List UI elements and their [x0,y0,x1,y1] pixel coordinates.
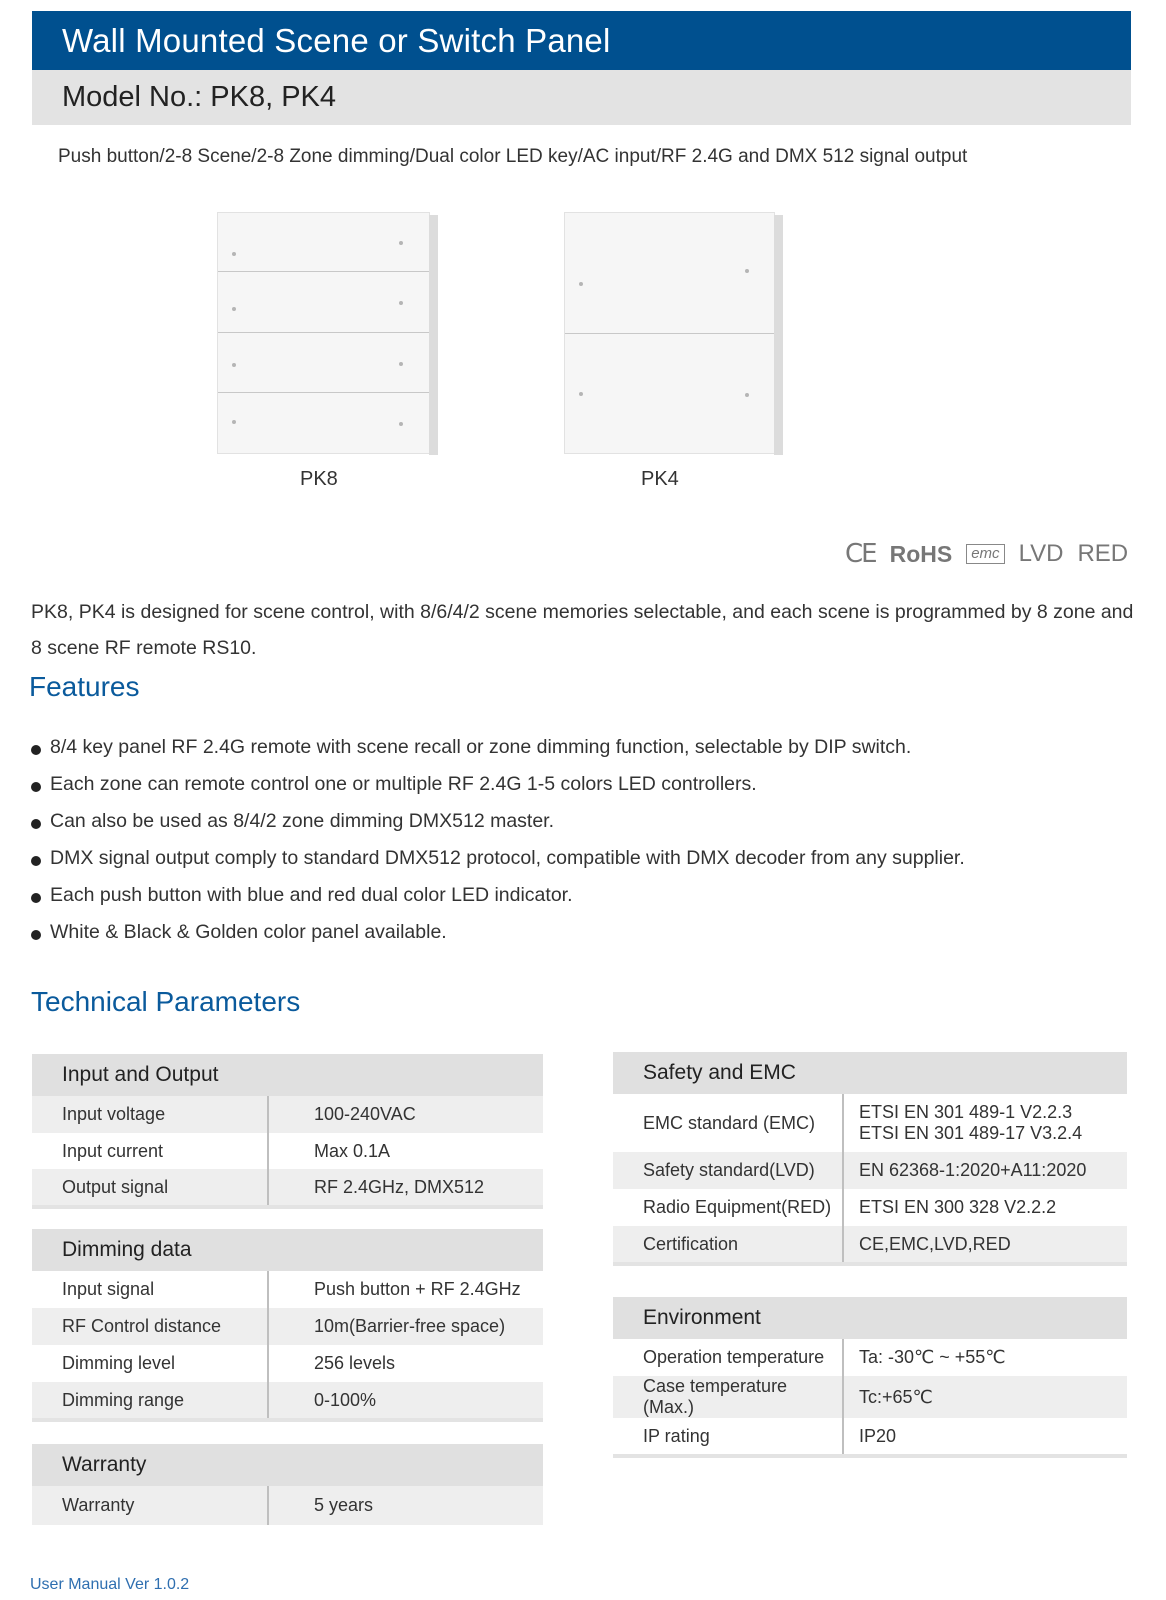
led-dot [579,282,583,286]
page-title: Wall Mounted Scene or Switch Panel [62,22,611,59]
warranty-table [32,1444,543,1525]
table-heading: Safety and EMC [613,1052,1127,1094]
title-bar [32,11,1131,70]
pk8-panel-image [217,212,430,454]
features-list [31,736,965,958]
led-dot [399,362,403,366]
led-dot [745,393,749,397]
table-row: Case temperature (Max.) Tc:+65℃ [613,1376,1127,1418]
ce-mark-icon: CE [845,539,876,569]
feature-item: Each zone can remote control one or multiple RF 2.4G 1-5 colors LED controllers. [31,773,965,810]
led-dot [232,363,236,367]
table-row: Input signal Push button + RF 2.4GHz [32,1271,543,1308]
table-heading: Dimming data [32,1229,543,1271]
technical-parameters-heading: Technical Parameters [31,986,301,1017]
table-row: Input voltage 100-240VAC [32,1096,543,1133]
led-dot [399,422,403,426]
table-row: Input current Max 0.1A [32,1133,543,1169]
subtitle: Push button/2-8 Scene/2-8 Zone dimming/Dual color LED key/AC input/RF 2.4G and DMX 512 signal output [58,146,968,167]
led-dot [232,420,236,424]
table-row: Operation temperature Ta: -30℃ ~ +55℃ [613,1339,1127,1376]
certification-logos [845,538,1128,570]
lvd-logo: LVD [1018,540,1064,567]
product-description: PK8, PK4 is designed for scene control, with 8/6/4/2 scene memories selectable, and each scene is programmed by 8 zone and 8 scene RF remote RS10. [31,601,1134,659]
feature-item: DMX signal output comply to standard DMX512 protocol, compatible with DMX decoder from any supplier. [31,847,965,884]
feature-item: Each push button with blue and red dual color LED indicator. [31,884,965,921]
table-row: IP rating IP20 [613,1418,1127,1456]
dimming-data-table [32,1229,543,1422]
feature-item: 8/4 key panel RF 2.4G remote with scene recall or zone dimming function, selectable by DIP switch. [31,736,965,773]
feature-item: Can also be used as 8/4/2 zone dimming DMX512 master. [31,810,965,847]
feature-item: White & Black & Golden color panel available. [31,921,965,958]
input-output-table [32,1054,543,1209]
table-row: Warranty 5 years [32,1486,543,1525]
table-heading: Warranty [32,1444,543,1486]
safety-emc-table [613,1052,1127,1266]
table-row: Dimming level 256 levels [32,1345,543,1382]
environment-table [613,1297,1127,1458]
model-bar [32,70,1131,125]
led-dot [232,307,236,311]
rohs-logo: RoHS [889,540,953,567]
red-logo: RED [1077,540,1129,567]
led-dot [579,392,583,396]
table-heading: Environment [613,1297,1127,1339]
table-row: Radio Equipment(RED) ETSI EN 300 328 V2.2.2 [613,1189,1127,1226]
table-row: EMC standard (EMC) ETSI EN 301 489-1 V2.2.3 ETSI EN 301 489-17 V3.2.4 [613,1094,1127,1152]
led-dot [399,301,403,305]
features-heading: Features [29,671,140,702]
footer-version: User Manual Ver 1.0.2 [30,1576,190,1593]
model-number: Model No.: PK8, PK4 [62,81,337,113]
table-row: Safety standard(LVD) EN 62368-1:2020+A11:2020 [613,1152,1127,1189]
led-dot [232,252,236,256]
pk8-label: PK8 [300,468,338,490]
table-row: Output signal RF 2.4GHz, DMX512 [32,1169,543,1207]
pk4-panel-image [564,212,775,454]
led-dot [399,241,403,245]
led-dot [745,269,749,273]
table-row: RF Control distance 10m(Barrier-free space) [32,1308,543,1345]
table-heading: Input and Output [32,1054,543,1096]
table-row: Certification CE,EMC,LVD,RED [613,1226,1127,1264]
pk4-label: PK4 [641,468,679,490]
table-row: Dimming range 0-100% [32,1382,543,1420]
emc-logo: emc [966,544,1004,564]
